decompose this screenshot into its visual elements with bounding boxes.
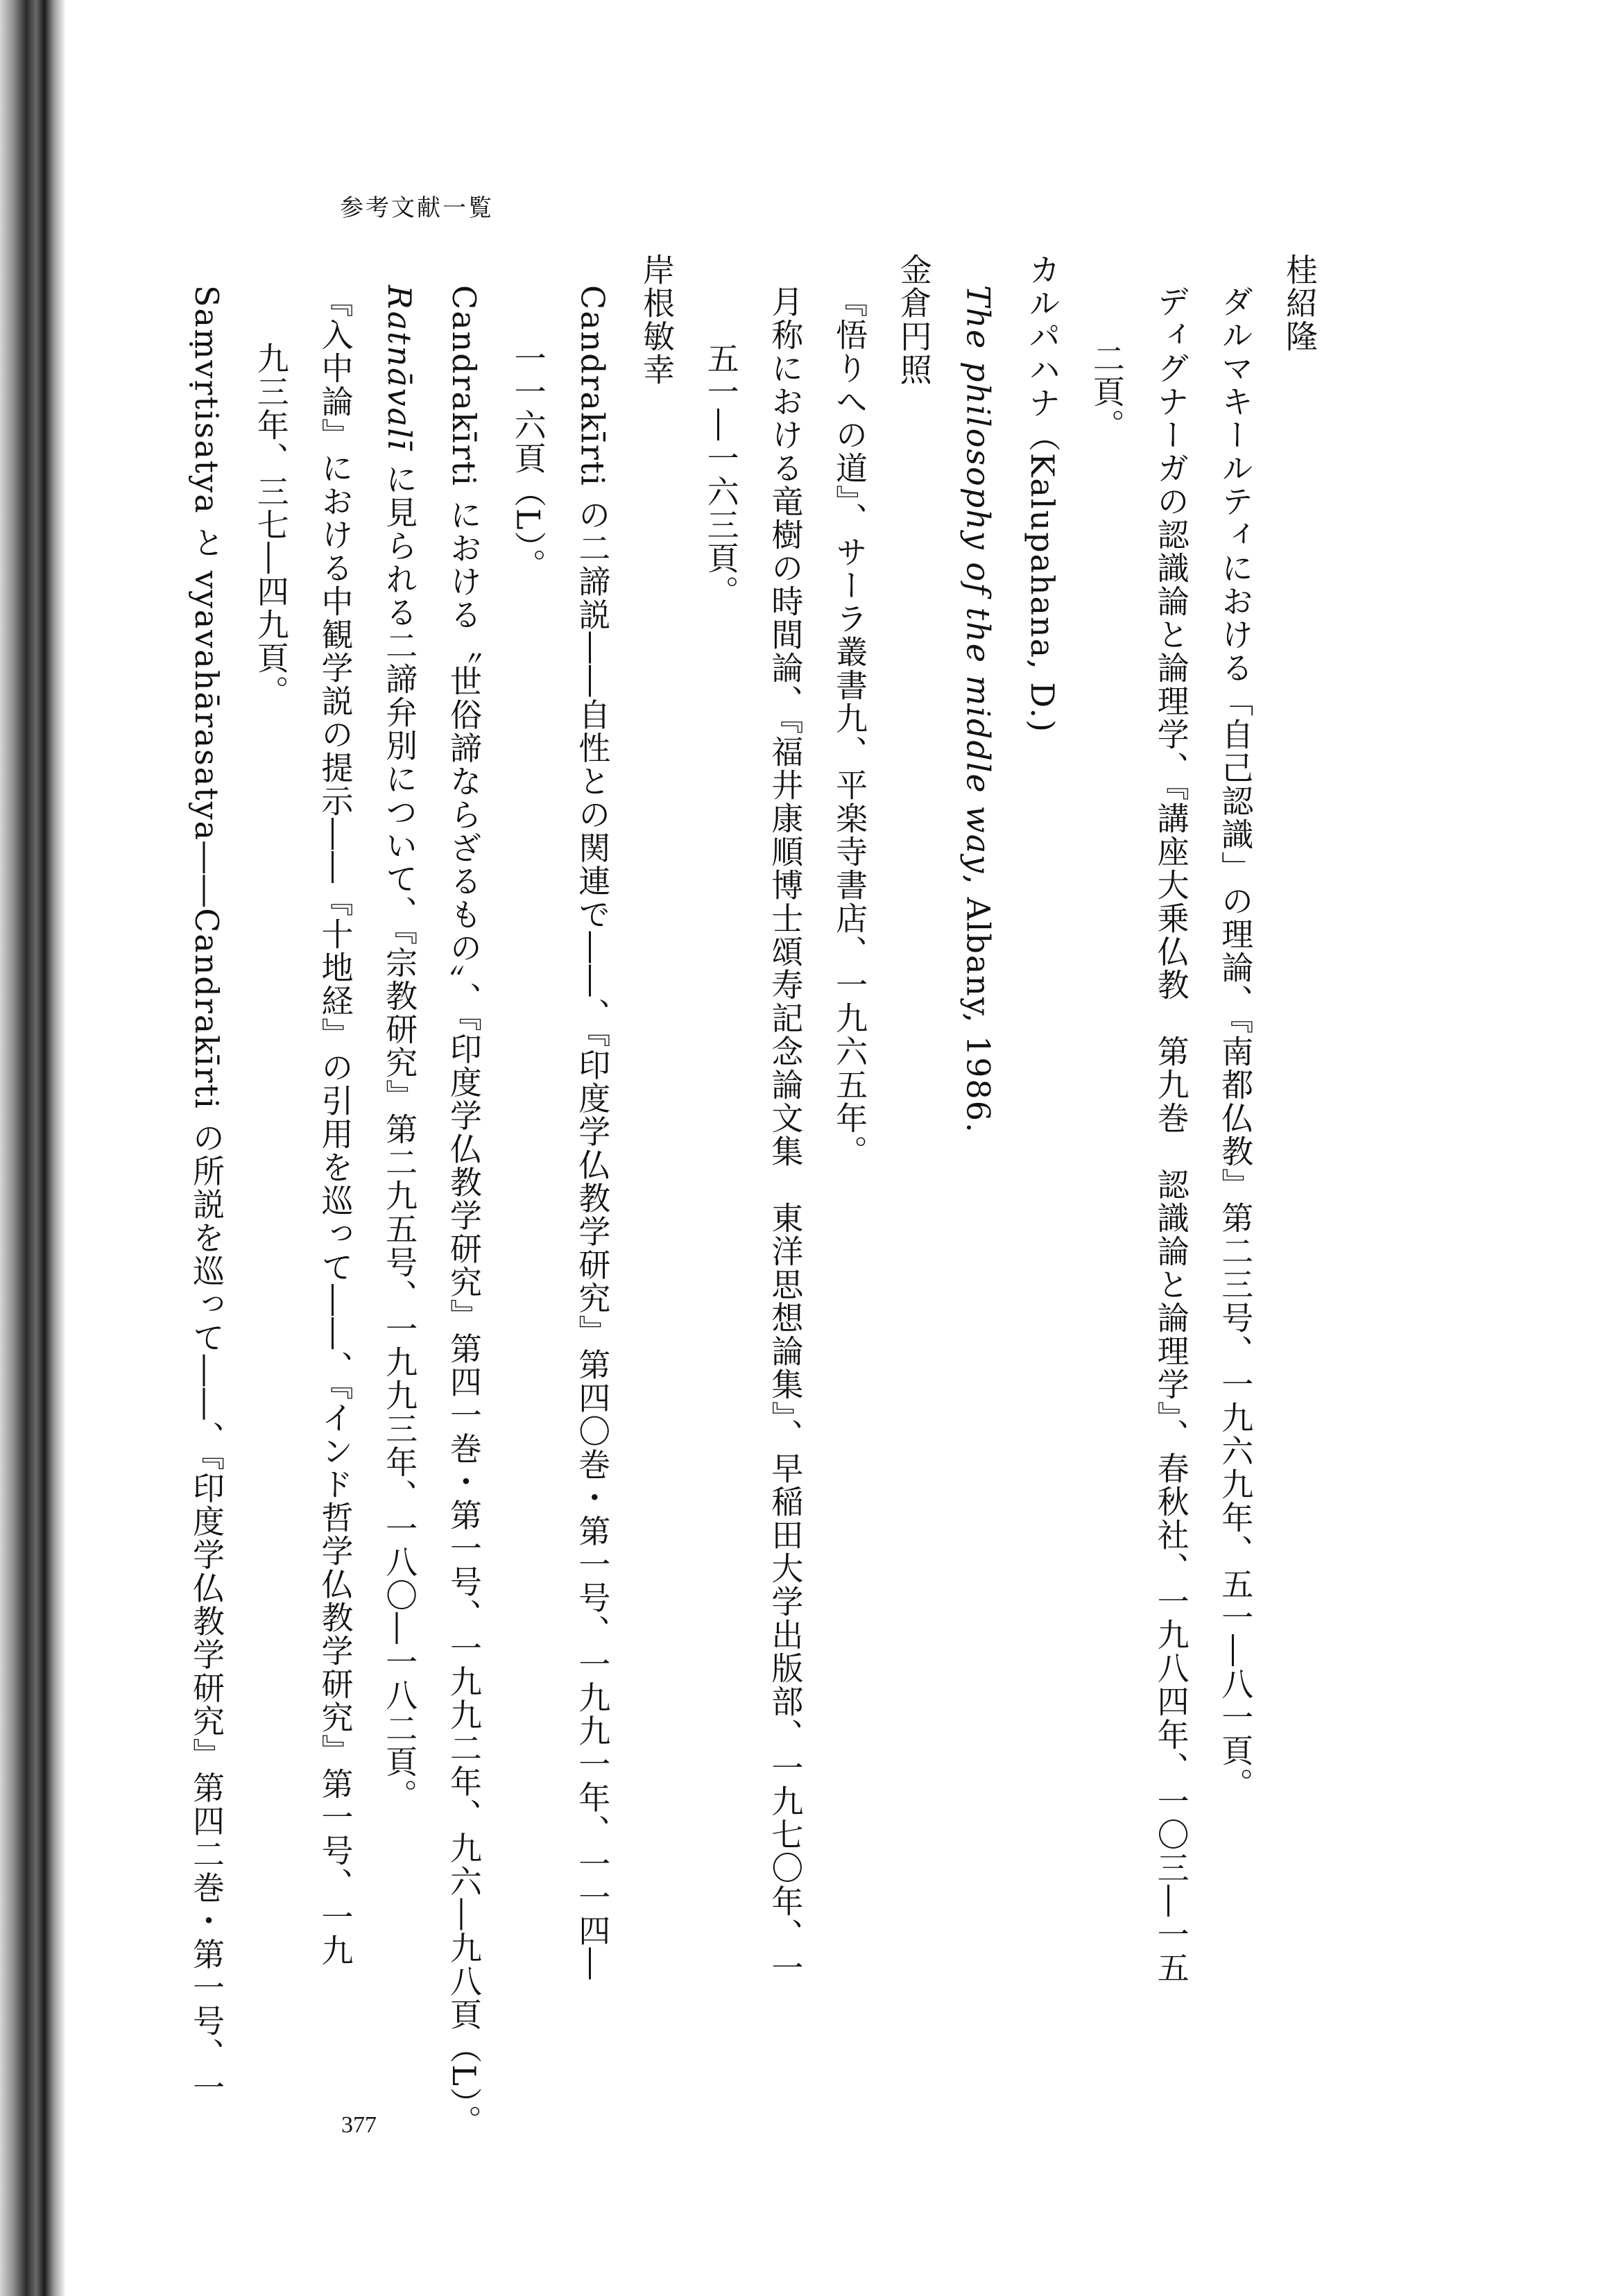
line-text: 金倉円照 <box>895 253 933 386</box>
book-title-italic: The philosophy of the middle way <box>959 285 997 875</box>
line-text: 岸根敏幸 <box>637 253 676 386</box>
bibliography-entry-continuation <box>239 253 303 2029</box>
line-text: 『入中論』における中観学説の提示――『十地経』の引用を巡って――、『インド哲学仏教学研究』第一号、一九 <box>316 285 354 1967</box>
author-heading-kanakura <box>882 253 946 2029</box>
line-text: 二頁。 <box>1088 342 1126 442</box>
bibliography-entry <box>753 253 818 2029</box>
bibliography-entry-continuation <box>496 253 560 2029</box>
bibliography-entry-continuation <box>1074 253 1139 2029</box>
line-text: Saṃvṛtisatya と vyavahārasatya――Candrakīrti の所説を巡って――、『印度学仏教学研究』第四二巻・第一号、一 <box>188 285 226 2105</box>
bibliography-entry <box>431 253 496 2139</box>
line-text: に見られる二諦弁別について、『宗教研究』第二九五号、一九九三年、一八〇―一八二頁。 <box>381 451 419 1813</box>
bibliography-entry <box>303 253 368 2029</box>
line-text: 一一六頁（L）。 <box>509 342 547 582</box>
author-heading-kalupahana <box>1010 253 1074 2029</box>
line-text: カルパハナ（Kalupahana, D.) <box>1024 253 1062 734</box>
line-text: 『悟りへの道』、サーラ叢書九、平楽寺書店、一九六五年。 <box>831 285 869 1168</box>
bibliography-entry-continuation <box>689 253 753 2029</box>
running-head: 参考文献一覧 <box>340 194 494 222</box>
line-text: 五一―一六三頁。 <box>702 342 740 608</box>
bibliography-entry <box>1139 253 1203 2029</box>
author-heading-katsura <box>1267 253 1332 2029</box>
line-text: Candrakīrti における〝世俗諦ならざるもの〟、『印度学仏教学研究』第四一巻・第一号、一九九二年、九六―九八頁（L）。 <box>445 285 483 2139</box>
line-text: Candrakīrti の二諦説――自性との関連で――、『印度学仏教学研究』第四〇巻・第一号、一九九一年、一一四― <box>574 285 612 1981</box>
line-text: , Albany, 1986. <box>959 874 997 1134</box>
author-heading-kishine <box>624 253 689 2029</box>
page-number: 377 <box>341 2112 377 2138</box>
book-binding-shadow <box>0 0 66 2296</box>
line-text: 月称における竜樹の時間論、『福井康順博士頌寿記念論文集 東洋思想論集』、早稲田大学出版部、一九七〇年、一 <box>766 285 805 1985</box>
line-text: 桂紹隆 <box>1281 253 1319 353</box>
book-title-italic: Ratnāvalī <box>381 285 419 452</box>
bibliography-entry <box>367 253 431 2029</box>
line-text: ディグナーガの認識論と論理学、『講座大乗仏教 第九巻 認識論と論理学』、春秋社、一九八四年、一〇三―一五 <box>1152 285 1190 1985</box>
bibliography-entry <box>817 253 882 2029</box>
line-text: 九三年、三七―四九頁。 <box>252 342 290 708</box>
line-text: ダルマキールティにおける「自己認識」の理論、『南都仏教』第二三号、一九六九年、五一―八一頁。 <box>1217 285 1255 1801</box>
bibliography-entry <box>1203 253 1268 2029</box>
bibliography-entry <box>560 253 625 2029</box>
bibliography-entry <box>174 253 239 2105</box>
bibliography-entry <box>946 253 1011 2029</box>
